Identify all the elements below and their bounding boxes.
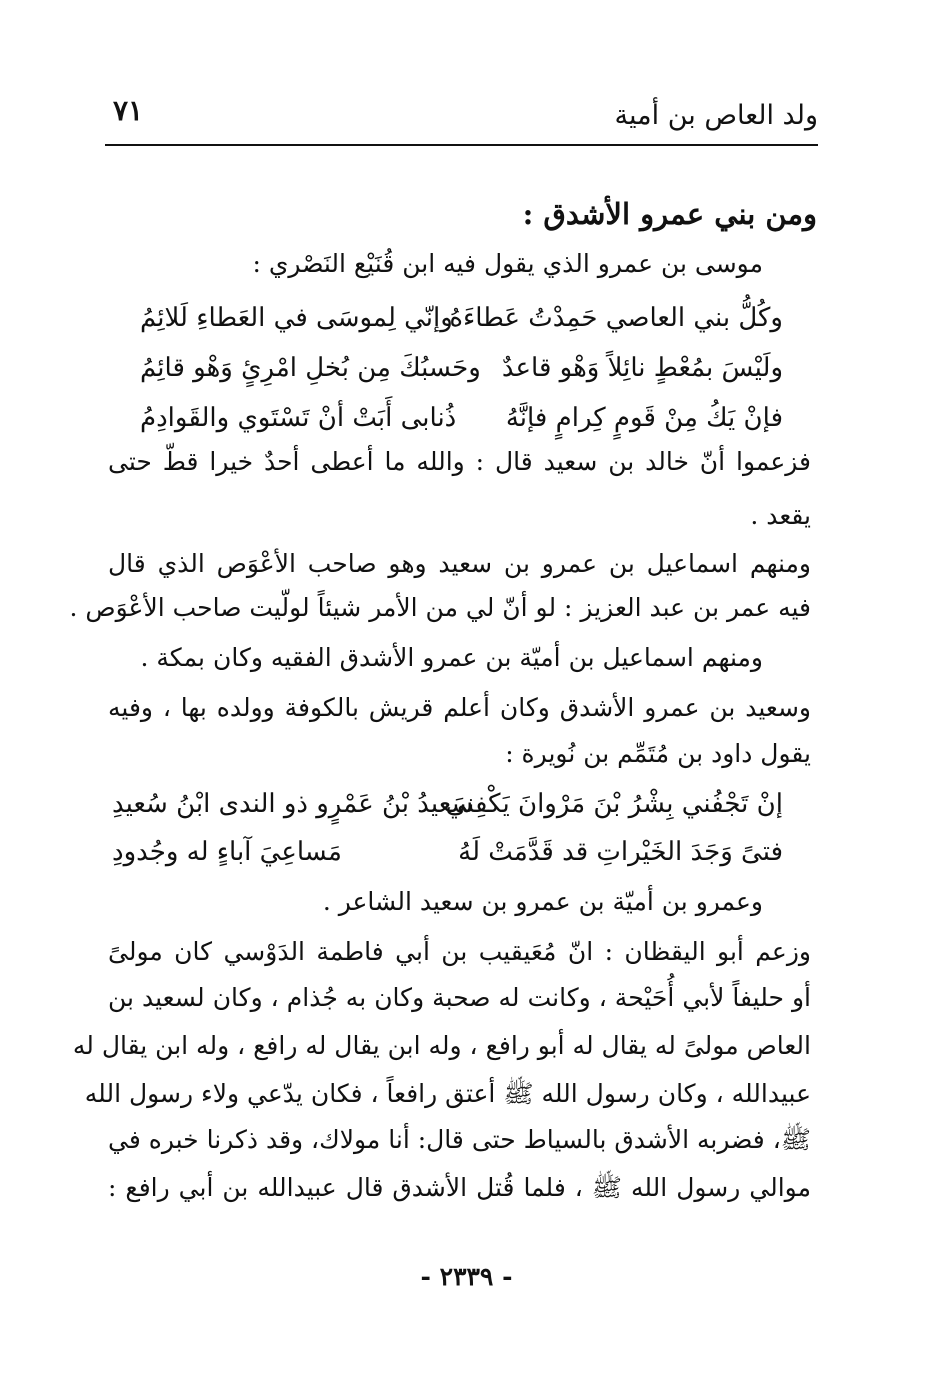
verse-hemistich-right: فتىً وَجَدَ الخَيْراتِ قد قَدَّمَتْ لَهُ <box>458 837 783 867</box>
folio-number: - ٢٣٣٩ - <box>420 1262 513 1291</box>
verse-hemistich-left: ذُنابى أَبَتْ أنْ تَسْتَوي والقَوادِمُ <box>140 403 457 433</box>
text-line: فيه عمر بن عبد العزيز : لو أنّ لي من الأمر شيئاً لولّيت صاحب الأعْوَص . <box>69 593 811 622</box>
text-line: يقعد . <box>750 501 811 530</box>
page-number: ٧١ <box>113 94 144 127</box>
text-line: موالي رسول الله ﷺ ، فلما قُتل الأشدق قال عبيدالله بن أبي رافع : <box>108 1173 811 1202</box>
verse-hemistich-right: فإنْ يَكُ مِنْ قَومٍ كِرامٍ فإنَّهُ <box>505 403 783 433</box>
verse-hemistich-right: ولَيْسَ بمُعْطٍ نائِلاً وَهْو قاعدٌ <box>501 353 783 383</box>
text-line: ومنهم اسماعيل بن عمرو بن سعيد وهو صاحب الأعْوَص الذي قال <box>108 549 811 578</box>
page-header <box>105 86 818 146</box>
text-line: ﷺ، فضربه الأشدق بالسياط حتى قال: أنا مولاك، وقد ذكرنا خبره في <box>108 1125 811 1154</box>
verse-hemistich-right: إنْ تَجْفُني بِشْرُ بْنَ مَرْوانَ يَكْفِني <box>445 789 783 819</box>
intro-line: موسى بن عمرو الذي يقول فيه ابن قُنَيْع النَصْري : <box>252 249 763 278</box>
text-line: أو حليفاً لأبي أُحَيْحة ، وكانت له صحبة وكان به جُذام ، وكان لسعيد بن <box>108 983 811 1012</box>
text-line: ومنهم اسماعيل بن أميّة بن عمرو الأشدق الفقيه وكان بمكة . <box>140 643 763 672</box>
section-heading: ومن بني عمرو الأشدق : <box>522 197 817 231</box>
verse-hemistich-left: مَساعِيَ آباءٍ له وجُدودِ <box>112 837 342 867</box>
text-line: وسعيد بن عمرو الأشدق وكان أعلم قريش بالكوفة وولده بها ، وفيه <box>108 693 811 722</box>
text-line: عبيدالله ، وكان رسول الله ﷺ أعتق رافعاً ، فكان يدّعي ولاء رسول الله <box>84 1079 811 1108</box>
text-line: فزعموا أنّ خالد بن سعيد قال : والله ما أعطى أحدٌ خيرا قطّ حتى <box>108 447 811 476</box>
verse-hemistich-left: وحَسبُكَ مِن بُخلِ امْرِئٍ وَهْو قائِمُ <box>140 353 481 383</box>
text-line: يقول داود بن مُتَمِّم بن نُويرة : <box>505 739 811 768</box>
verse-hemistich-left: سَعيدُ بْنُ عَمْرٍو ذو الندى ابْنُ سُعيدِ <box>112 789 474 819</box>
verse-hemistich-left: وإنّي لِموسَى في العَطاءِ لَلائِمُ <box>140 303 453 333</box>
running-title: ولد العاص بن أمية <box>614 100 818 131</box>
text-line: وزعم أبو اليقظان : انّ مُعَيقيب بن أبي فاطمة الدَوْسي كان مولىً <box>108 937 811 966</box>
text-line: وعمرو بن أميّة بن عمرو بن سعيد الشاعر . <box>322 887 763 916</box>
text-line: العاص مولىً له يقال له أبو رافع ، وله ابن يقال له رافع ، وله ابن يقال له <box>72 1031 811 1060</box>
verse-hemistich-right: وكُلُّ بني العاصي حَمِدْتُ عَطاءَهُ <box>449 303 783 333</box>
